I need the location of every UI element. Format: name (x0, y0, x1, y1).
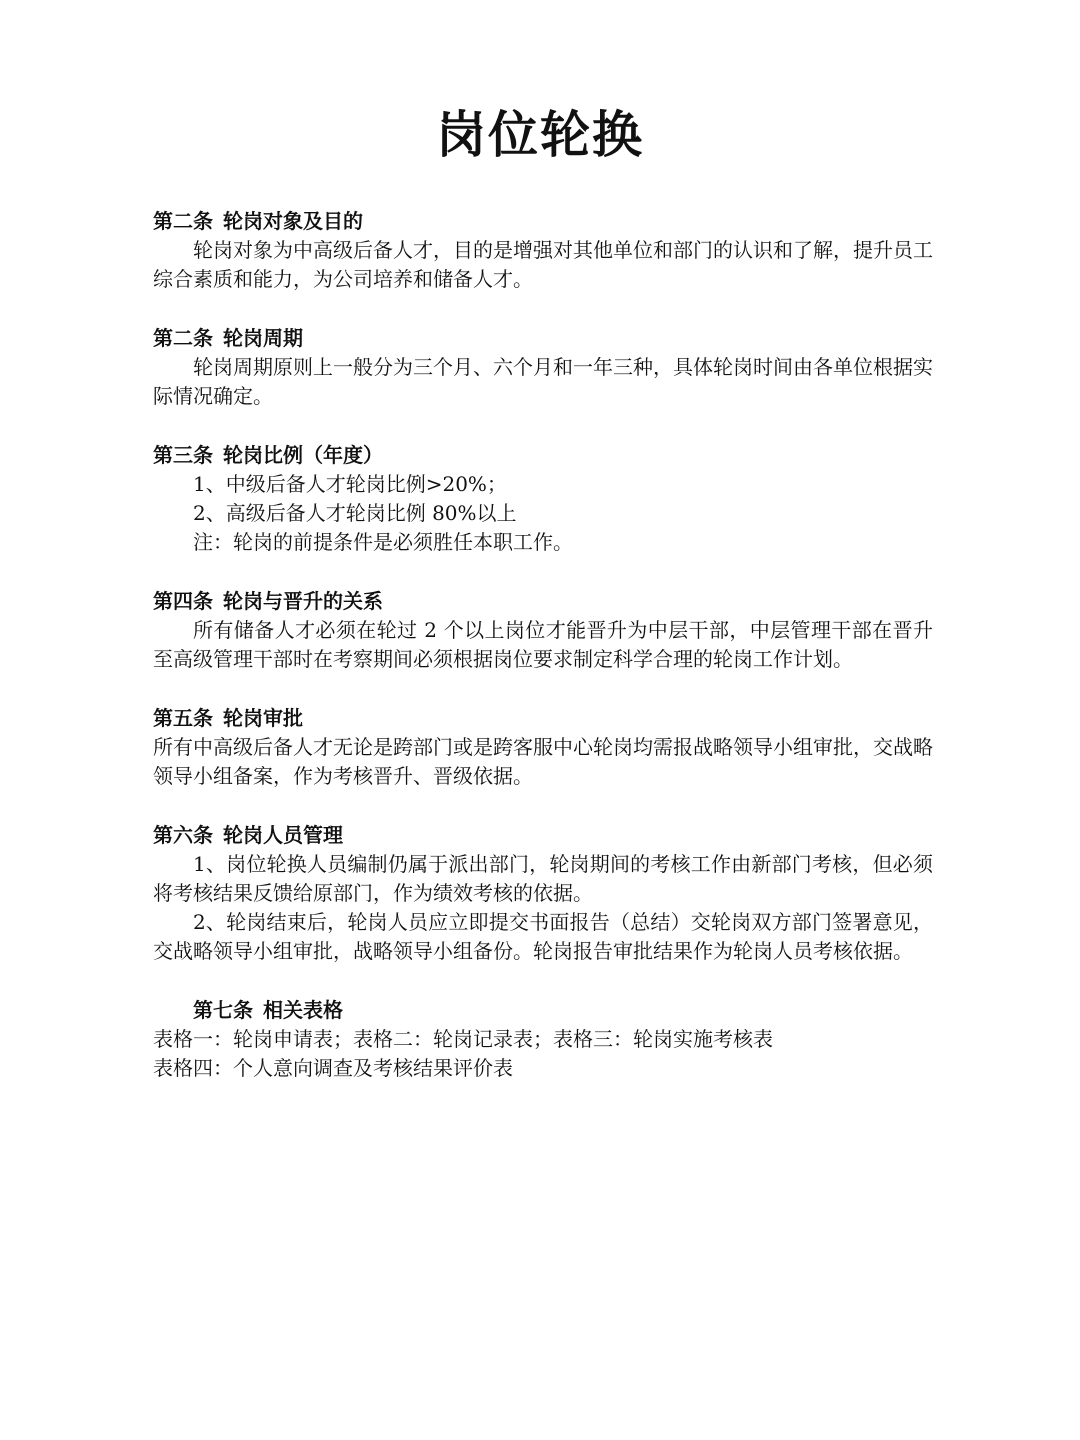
article-title: 轮岗比例（年度） (223, 443, 383, 467)
article-title: 轮岗人员管理 (223, 823, 343, 847)
spacer (153, 674, 933, 703)
page-title: 岗位轮换 (436, 105, 644, 164)
document-body (153, 206, 933, 1083)
section-paragraph: 1、岗位轮换人员编制仍属于派出部门，轮岗期间的考核工作由新部门考核，但必须将考核结果反馈给原部门，作为绩效考核的依据。 (153, 852, 933, 905)
article-title: 轮岗周期 (223, 326, 303, 350)
list-item: 1、中级后备人才轮岗比例>20%； (193, 472, 507, 496)
section-paragraph: 2、轮岗结束后，轮岗人员应立即提交书面报告（总结）交轮岗双方部门签署意见，交战略领导小组审批，战略领导小组备份。轮岗报告审批结果作为轮岗人员考核依据。 (153, 910, 933, 963)
article-title: 轮岗审批 (223, 706, 303, 730)
section-approval (153, 703, 933, 791)
section-heading (153, 323, 933, 353)
section-paragraph: 轮岗周期原则上一般分为三个月、六个月和一年三种，具体轮岗时间由各单位根据实际情况确定。 (153, 355, 933, 408)
section-personnel-management (153, 820, 933, 966)
article-number: 第三条 (153, 443, 213, 467)
article-number: 第五条 (153, 706, 213, 730)
section-heading (153, 703, 933, 733)
section-rotation-ratio (153, 440, 933, 557)
section-heading (153, 586, 933, 616)
section-heading (153, 995, 933, 1025)
article-number: 第六条 (153, 823, 213, 847)
spacer (153, 411, 933, 440)
list-item: 2、高级后备人才轮岗比例 80%以上 (193, 501, 517, 525)
forms-list-line: 表格一：轮岗申请表；表格二：轮岗记录表；表格三：轮岗实施考核表 (153, 1027, 773, 1051)
section-promotion-relation (153, 586, 933, 674)
section-paragraph: 所有中高级后备人才无论是跨部门或是跨客服中心轮岗均需报战略领导小组审批，交战略领导小组备案，作为考核晋升、晋级依据。 (153, 735, 933, 788)
article-title: 轮岗与晋升的关系 (223, 589, 383, 613)
section-heading (153, 820, 933, 850)
article-number: 第二条 (153, 326, 213, 350)
article-title: 相关表格 (263, 998, 343, 1022)
section-target-purpose (153, 206, 933, 294)
forms-list-line: 表格四：个人意向调查及考核结果评价表 (153, 1056, 513, 1080)
spacer (153, 966, 933, 995)
note-line: 注：轮岗的前提条件是必须胜任本职工作。 (193, 530, 573, 554)
section-rotation-period (153, 323, 933, 411)
spacer (153, 557, 933, 586)
spacer (153, 294, 933, 323)
article-number: 第二条 (153, 209, 213, 233)
article-title: 轮岗对象及目的 (223, 209, 363, 233)
section-paragraph: 轮岗对象为中高级后备人才，目的是增强对其他单位和部门的认识和了解，提升员工综合素质和能力，为公司培养和储备人才。 (153, 238, 933, 291)
section-related-forms (153, 995, 933, 1083)
section-heading (153, 440, 933, 470)
section-paragraph: 所有储备人才必须在轮过 2 个以上岗位才能晋升为中层干部，中层管理干部在晋升至高级管理干部时在考察期间必须根据岗位要求制定科学合理的轮岗工作计划。 (153, 618, 933, 671)
article-number: 第七条 (193, 998, 253, 1022)
spacer (153, 791, 933, 820)
article-number: 第四条 (153, 589, 213, 613)
section-heading (153, 206, 933, 236)
